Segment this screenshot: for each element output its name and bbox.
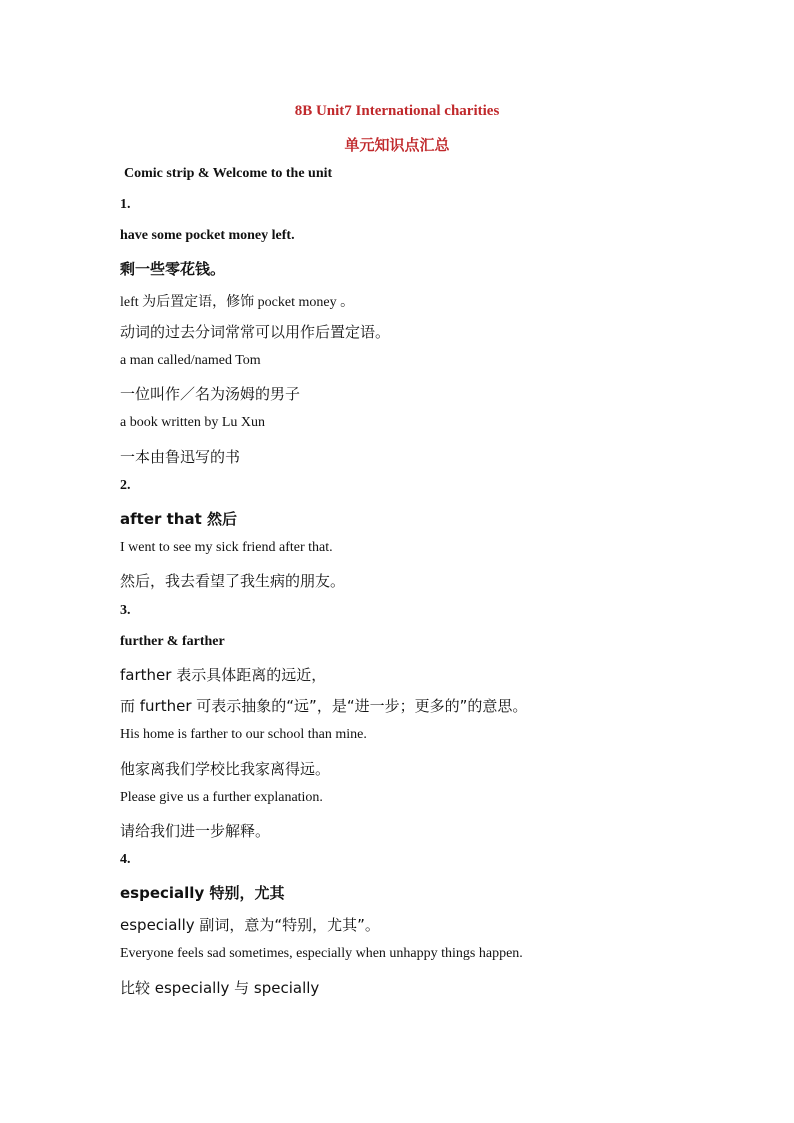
section-heading: Comic strip & Welcome to the unit <box>124 166 333 181</box>
example-sentence: a book written by Lu Xun <box>120 415 266 430</box>
explanation-line: especially 副词，意为“特别，尤其”。 <box>120 916 380 934</box>
explanation-line: 动词的过去分词常常可以用作后置定语。 <box>120 323 391 341</box>
explanation-line: left 为后置定语，修饰 pocket money 。 <box>120 295 355 310</box>
phrase-heading: have some pocket money left. <box>120 228 295 243</box>
item-number: 4. <box>120 852 131 867</box>
example-sentence: Everyone feels sad sometimes, especially when unhappy things happen. <box>120 946 523 961</box>
example-sentence: His home is farther to our school than mine. <box>120 727 367 742</box>
example-translation: 一位叫作／名为汤姆的男子 <box>120 385 301 403</box>
example-sentence: Please give us a further explanation. <box>120 790 323 805</box>
phrase-translation: 剩一些零花钱。 <box>120 260 226 278</box>
example-translation: 他家离我们学校比我家离得远。 <box>120 760 331 778</box>
explanation-line: farther 表示具体距离的远近， <box>120 666 327 684</box>
example-translation: 一本由鲁迅写的书 <box>120 448 241 466</box>
example-translation: 请给我们进一步解释。 <box>120 822 271 840</box>
example-translation: 然后，我去看望了我生病的朋友。 <box>120 572 346 590</box>
item-number: 1. <box>120 197 131 212</box>
explanation-line: 比较 especially 与 specially <box>120 979 320 997</box>
phrase-heading: after that 然后 <box>120 510 237 528</box>
explanation-line: 而 further 可表示抽象的“远”，是“进一步；更多的”的意思。 <box>120 697 528 715</box>
example-sentence: a man called/named Tom <box>120 353 261 368</box>
phrase-heading: especially 特别，尤其 <box>120 884 285 902</box>
item-number: 3. <box>120 603 131 618</box>
phrase-heading: further & farther <box>120 634 225 649</box>
document-subtitle: 单元知识点汇总 <box>344 138 450 154</box>
example-sentence: I went to see my sick friend after that. <box>120 540 333 555</box>
item-number: 2. <box>120 478 131 493</box>
document-title: 8B Unit7 International charities <box>294 103 500 119</box>
